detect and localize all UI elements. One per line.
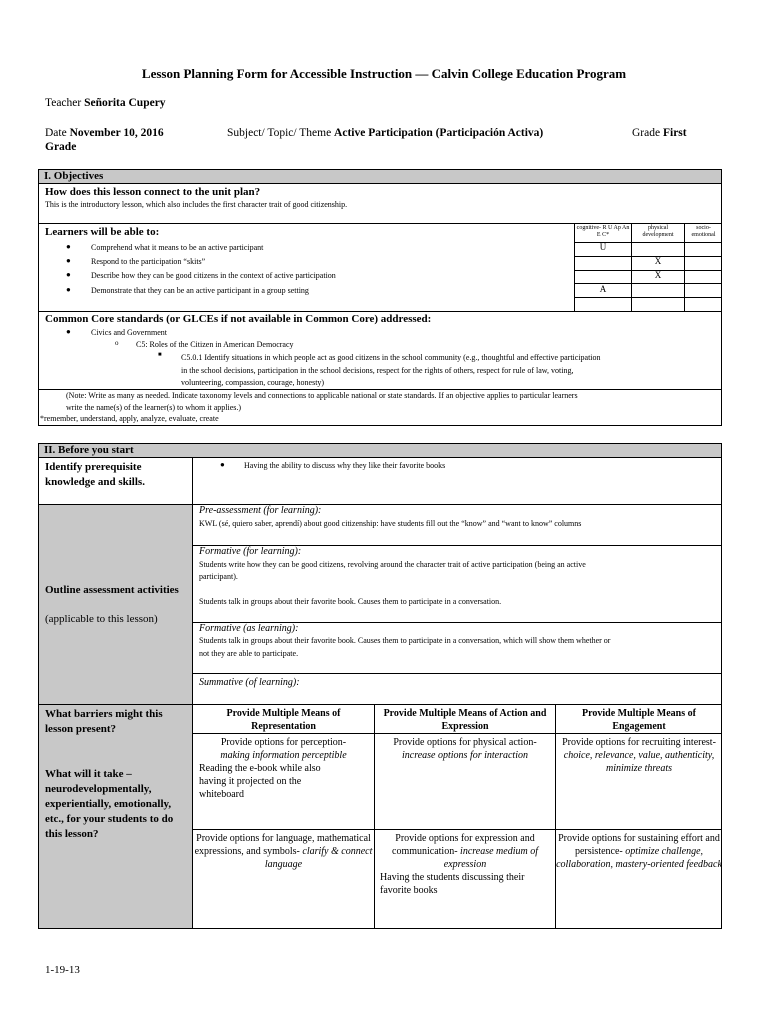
udl-text: Provide options for physical action- — [393, 737, 537, 748]
taxonomy-footnote: *remember, understand, apply, analyze, evaluate, create — [40, 414, 219, 423]
subject-value: Active Participation (Participación Activa) — [334, 127, 544, 139]
connect-answer: This is the introductory lesson, which also includes the first character trait of good citizenship. — [45, 200, 348, 209]
udl-header-engagement: Provide Multiple Means of Engagement — [582, 708, 696, 732]
udl-text-italic: clarify & connect language — [264, 846, 373, 870]
udl-text-italic: making information perceptible — [220, 750, 347, 761]
mark-physical: X — [654, 256, 662, 266]
barriers-question: What barriers might this lesson present? — [45, 708, 163, 735]
before-title: II. Before you start — [44, 444, 134, 456]
udl-text: Provide options for perception- — [220, 737, 347, 748]
bullet-icon: ● — [66, 285, 71, 294]
teacher-line — [45, 97, 166, 109]
before-header-bar — [39, 444, 721, 457]
grade-line — [632, 127, 687, 139]
assess-sublabel: (applicable to this lesson) — [45, 613, 158, 625]
udl-act-physical — [375, 736, 555, 762]
pre-assessment-text: KWL (sé, quiero saber, aprendí) about good citizenship: have students fill out the “know” and “want to know” columns — [199, 519, 582, 528]
learners-heading: Learners will be able to: — [45, 226, 160, 238]
udl-act-expression — [375, 832, 555, 897]
udl-header-action: Provide Multiple Means of Action and Expression — [383, 708, 547, 732]
footer-date: 1-19-13 — [45, 964, 80, 976]
grade-value-wrap: Grade — [45, 141, 77, 153]
objective-item: Respond to the participation “skits” — [91, 257, 206, 266]
date-label: Date — [45, 127, 67, 139]
col-header-socio: socio- emotional — [691, 225, 716, 238]
udl-text-italic: choice, relevance, value, authenticity, minimize threats — [563, 750, 715, 774]
circle-bullet-icon: o — [115, 339, 119, 347]
udl-header-representation: Provide Multiple Means of Representation — [226, 708, 341, 732]
pre-assessment-title: Pre-assessment (for learning): — [199, 505, 322, 516]
mark-physical: X — [654, 270, 662, 280]
connect-question: How does this lesson connect to the unit plan? — [45, 186, 261, 198]
objective-item: Comprehend what it means to be an active participant — [91, 243, 264, 252]
udl-text-italic: increase options for interaction — [401, 750, 528, 761]
assess-label: Outline assessment activities — [45, 584, 179, 596]
udl-text-plan: Reading the e-book while also having it projected on the whiteboard — [199, 763, 321, 800]
formative-as-text: Students talk in groups about their favorite book. Causes them to participate in a conversation, which will show them whether or — [199, 636, 611, 645]
page-title: Lesson Planning Form for Accessible Instruction — Calvin College Education Program — [141, 66, 627, 81]
udl-rep-perception — [193, 736, 374, 801]
standard-item: C5: Roles of the Citizen in American Democracy — [136, 340, 294, 349]
bullet-icon: ● — [66, 327, 71, 336]
subject-label: Subject/ Topic/ Theme — [227, 127, 332, 139]
udl-text-plan: Having the students discussing their favorite books — [380, 872, 525, 896]
objectives-title: I. Objectives — [44, 170, 104, 182]
udl-text-italic: optimize challenge, collaboration, mastery-oriented feedback — [556, 846, 722, 870]
formative-as-title: Formative (as learning): — [199, 623, 299, 634]
udl-rep-language — [193, 832, 374, 871]
date-value: November 10, 2016 — [69, 127, 164, 139]
square-bullet-icon: ■ — [158, 352, 162, 358]
formative-for-title: Formative (for learning): — [199, 546, 302, 557]
udl-eng-sustaining — [556, 832, 722, 871]
udl-text-italic: increase medium of expression — [443, 846, 538, 870]
bullet-icon: ● — [66, 270, 71, 279]
bullet-icon: ● — [66, 256, 71, 265]
note-text: write the name(s) of the learner(s) to whom it applies.) — [66, 403, 242, 412]
teacher-value: Señorita Cupery — [84, 97, 166, 109]
formative-for-text: Students write how they can be good citizens, revolving around the character trait of active participation (being an active — [199, 560, 586, 569]
udl-eng-recruiting — [556, 736, 722, 775]
summative-title: Summative (of learning): — [199, 677, 300, 688]
assess-label-bg — [39, 505, 192, 704]
col-header-cognitive: cognitive- R U Ap An E C* — [576, 225, 630, 238]
prereq-label: Identify prerequisite knowledge and skills. — [45, 461, 145, 488]
standard-item: Civics and Government — [91, 328, 167, 337]
standard-item: C5.0.1 Identify situations in which people act as good citizens in the school community (e.g., thoughtful and effective participation — [181, 353, 601, 362]
udl-text: Provide options for recruiting interest- — [562, 737, 716, 748]
bullet-icon: ● — [220, 460, 225, 469]
mark-cognitive: U — [599, 242, 607, 252]
mark-cognitive: A — [599, 284, 607, 294]
formative-as-text-cont: not they are able to participate. — [199, 649, 299, 658]
standard-item-cont: in the school decisions, participation in the school decisions, respect for the rights of others, respect for rule of law, voting, — [181, 366, 574, 375]
udl-text: Provide options for expression and communication- — [392, 833, 535, 857]
standards-heading: Common Core standards (or GLCEs if not available in Common Core) addressed: — [45, 313, 432, 325]
subject-line — [227, 127, 543, 139]
udl-text: Provide options for language, mathematical expressions, and symbols- — [194, 833, 371, 857]
objectives-header-bar — [39, 170, 721, 183]
objective-item: Describe how they can be good citizens in the context of active participation — [91, 271, 336, 280]
standard-item-cont: volunteering, compassion, courage, honesty) — [181, 378, 325, 387]
formative-for-text-cont: participant). — [199, 572, 238, 581]
what-it-takes-question: What will it take – neurodevelopmentally, experientially, emotionally, etc., for your students to do this lesson? — [45, 768, 174, 840]
teacher-label: Teacher — [45, 97, 82, 109]
note-text: (Note: Write as many as needed. Indicate taxonomy levels and connections to applicable national or state standards. If an objective applies to particular learners — [66, 391, 578, 400]
prereq-item: Having the ability to discuss why they like their favorite books — [244, 461, 446, 470]
objective-item: Demonstrate that they can be an active participant in a group setting — [91, 286, 309, 295]
grade-value: First — [662, 127, 687, 139]
date-line — [45, 127, 164, 139]
bullet-icon: ● — [66, 242, 71, 251]
udl-text: Provide options for sustaining effort and persistence- — [558, 833, 720, 857]
formative-for-text2: Students talk in groups about their favorite book. Causes them to participate in a conversation. — [199, 597, 502, 606]
grade-label: Grade — [632, 127, 661, 139]
col-header-physical: physical development — [642, 225, 674, 238]
